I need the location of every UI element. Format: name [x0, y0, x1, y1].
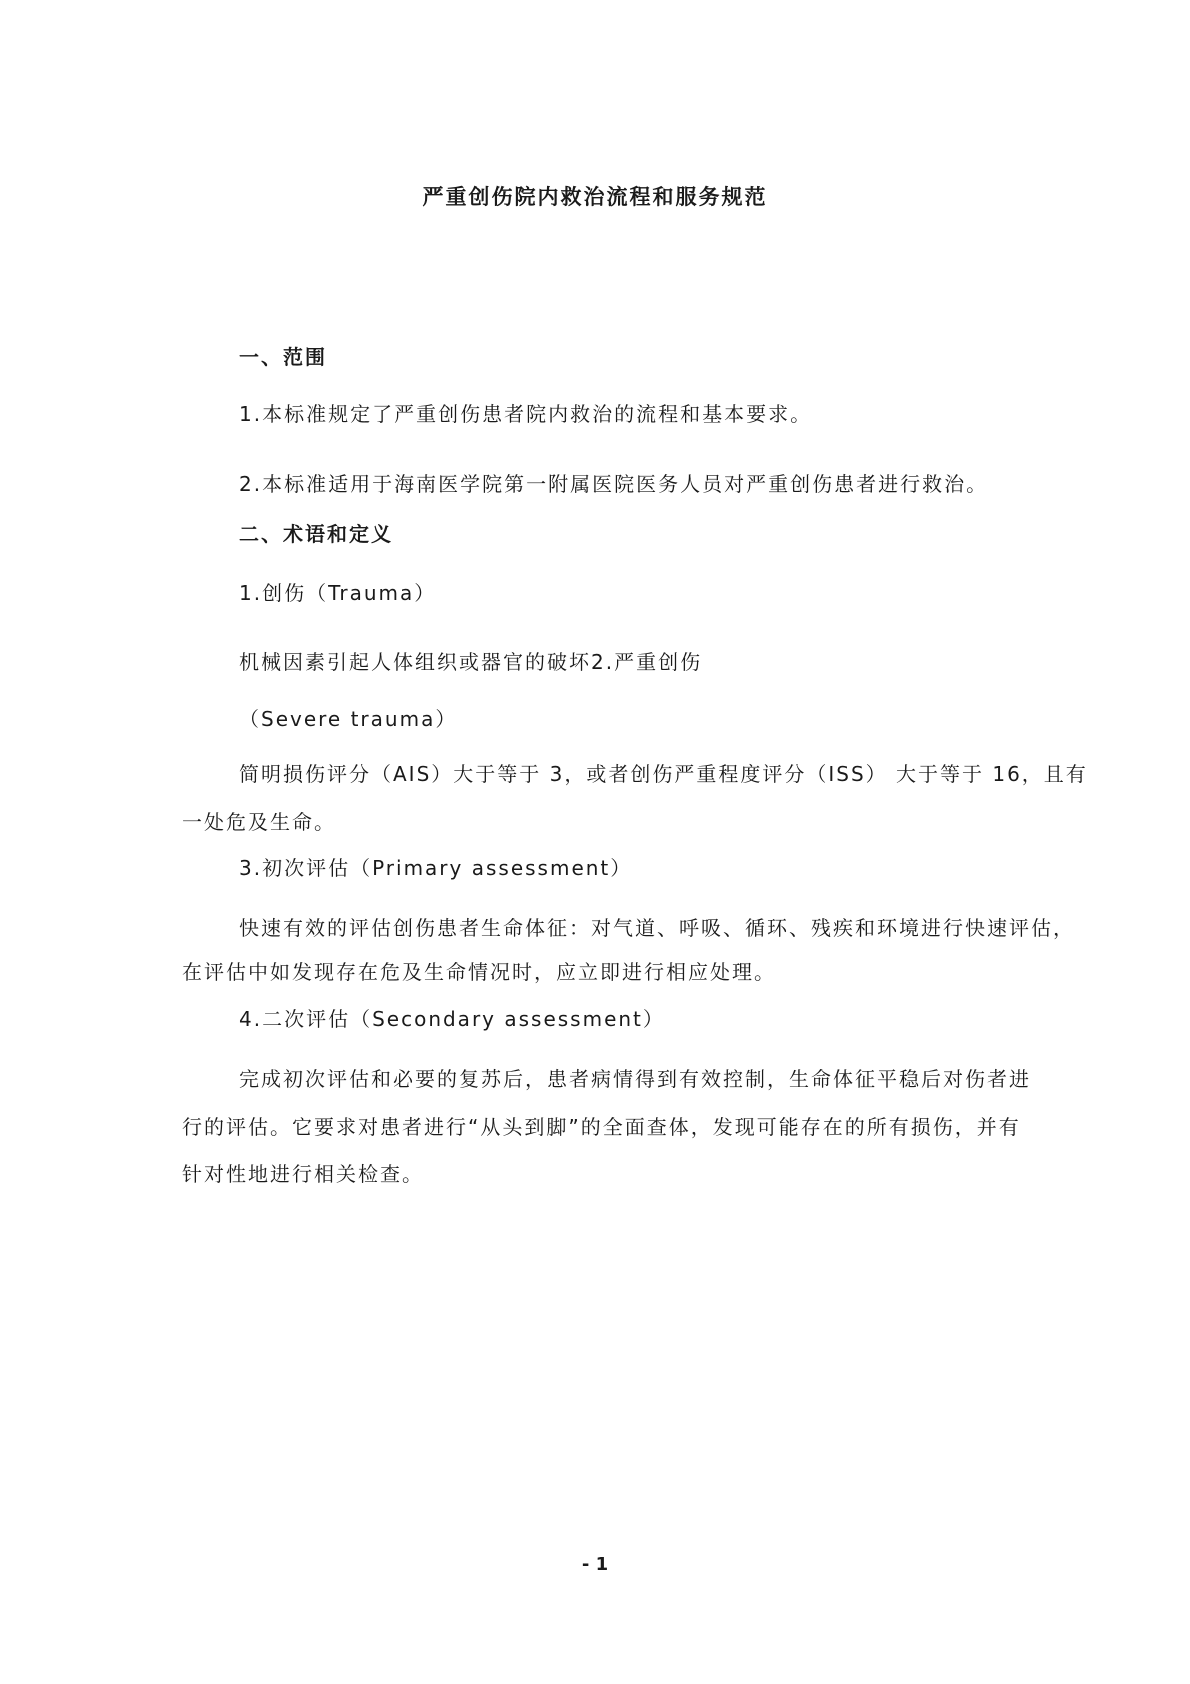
term-primary-assessment-title: 3.初次评估（Primary assessment） [239, 856, 633, 880]
term-trauma-definition: 机械因素引起人体组织或器官的破坏2.严重创伤 [239, 650, 703, 674]
term-severe-trauma-definition-line1: 简明损伤评分（AIS）大于等于 3，或者创伤严重程度评分（ISS） 大于等于 16，且有 [239, 762, 1088, 786]
term-secondary-assessment-title: 4.二次评估（Secondary assessment） [239, 1007, 665, 1031]
page-number: - 1 [581, 1554, 609, 1575]
term-primary-assessment-definition-line2: 在评估中如发现存在危及生命情况时，应立即进行相应处理。 [182, 960, 776, 984]
term-trauma-title: 1.创伤（Trauma） [239, 581, 437, 605]
term-severe-trauma-title: （Severe trauma） [239, 707, 458, 731]
scope-item-1: 1.本标准规定了严重创伤患者院内救治的流程和基本要求。 [239, 402, 813, 426]
term-secondary-assessment-definition-line3: 针对性地进行相关检查。 [182, 1162, 424, 1186]
scope-item-2: 2.本标准适用于海南医学院第一附属医院医务人员对严重创伤患者进行救治。 [239, 472, 989, 496]
term-secondary-assessment-definition-line2: 行的评估。它要求对患者进行“从头到脚”的全面查体，发现可能存在的所有损伤，并有 [182, 1115, 1021, 1139]
term-severe-trauma-definition-line2: 一处危及生命。 [182, 810, 336, 834]
document-title: 严重创伤院内救治流程和服务规范 [422, 185, 768, 209]
term-secondary-assessment-definition-line1: 完成初次评估和必要的复苏后，患者病情得到有效控制，生命体征平稳后对伤者进 [239, 1067, 1031, 1091]
term-primary-assessment-definition-line1: 快速有效的评估创伤患者生命体征：对气道、呼吸、循环、残疾和环境进行快速评估， [239, 916, 1075, 940]
section-heading-scope: 一、范围 [239, 345, 327, 369]
section-heading-terms: 二、术语和定义 [239, 522, 393, 546]
